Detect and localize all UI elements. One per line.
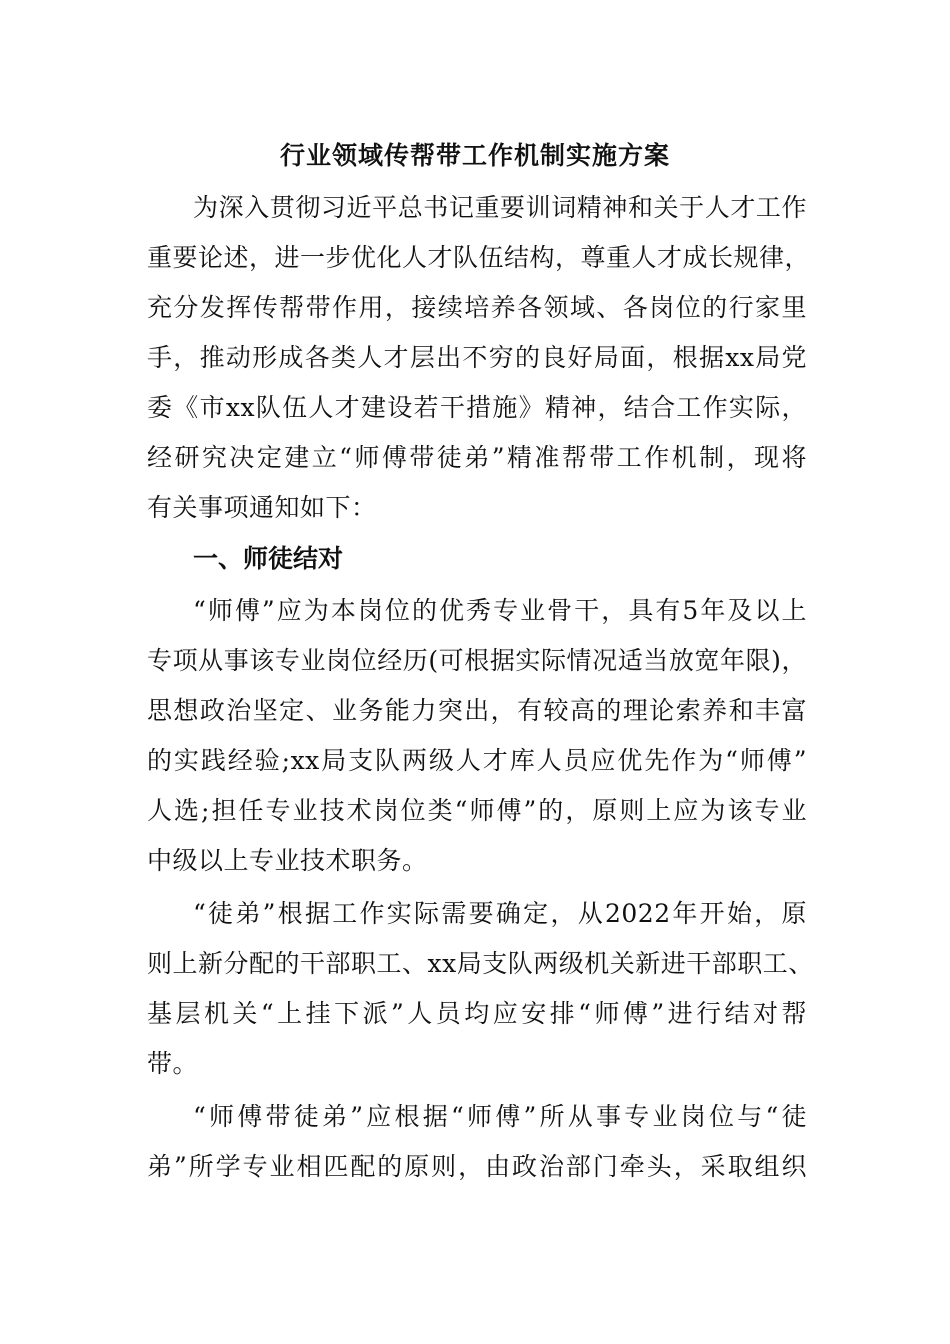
- paragraph-line: 基层机关“上挂下派”人员均应安排“师傅”进行结对帮: [147, 999, 807, 1028]
- paragraph-line: 的实践经验;xx局支队两级人才库人员应优先作为“师傅”: [147, 746, 807, 775]
- document-title: 行业领域传帮带工作机制实施方案: [279, 141, 670, 170]
- intro-line: 手，推动形成各类人才层出不穷的良好局面，根据xx局党: [147, 343, 807, 372]
- intro-line: 有关事项通知如下：: [147, 493, 377, 522]
- paragraph-line: “徒弟”根据工作实际需要确定，从2022年开始，原: [193, 899, 807, 928]
- paragraph-line: “师傅带徒弟”应根据“师傅”所从事专业岗位与“徒: [193, 1102, 807, 1131]
- paragraph-line: 弟”所学专业相匹配的原则，由政治部门牵头，采取组织: [147, 1152, 807, 1181]
- paragraph-line: 中级以上专业技术职务。: [147, 846, 428, 875]
- paragraph-line: 思想政治坚定、业务能力突出，有较高的理论索养和丰富: [147, 696, 807, 725]
- intro-line: 充分发挥传帮带作用，接续培养各领域、各岗位的行家里: [147, 293, 807, 322]
- paragraph-line: 带。: [147, 1049, 199, 1078]
- paragraph-line: 专项从事该专业岗位经历(可根据实际情况适当放宽年限)，: [147, 646, 807, 675]
- paragraph-line: “师傅”应为本岗位的优秀专业骨干，具有5年及以上: [193, 596, 807, 625]
- paragraph-line: 人选;担任专业技术岗位类“师傅”的，原则上应为该专业: [147, 796, 807, 825]
- paragraph-line: 则上新分配的干部职工、xx局支队两级机关新进干部职工、: [147, 949, 814, 978]
- intro-line: 为深入贯彻习近平总书记重要训词精神和关于人才工作: [193, 193, 807, 222]
- intro-line: 委《市xx队伍人才建设若干措施》精神，结合工作实际，: [147, 393, 807, 422]
- section-heading: 一、师徒结对: [193, 544, 344, 573]
- intro-line: 重要论述，进一步优化人才队伍结构，尊重人才成长规律，: [147, 243, 811, 272]
- intro-line: 经研究决定建立“师傅带徒弟”精准帮带工作机制，现将: [147, 443, 807, 472]
